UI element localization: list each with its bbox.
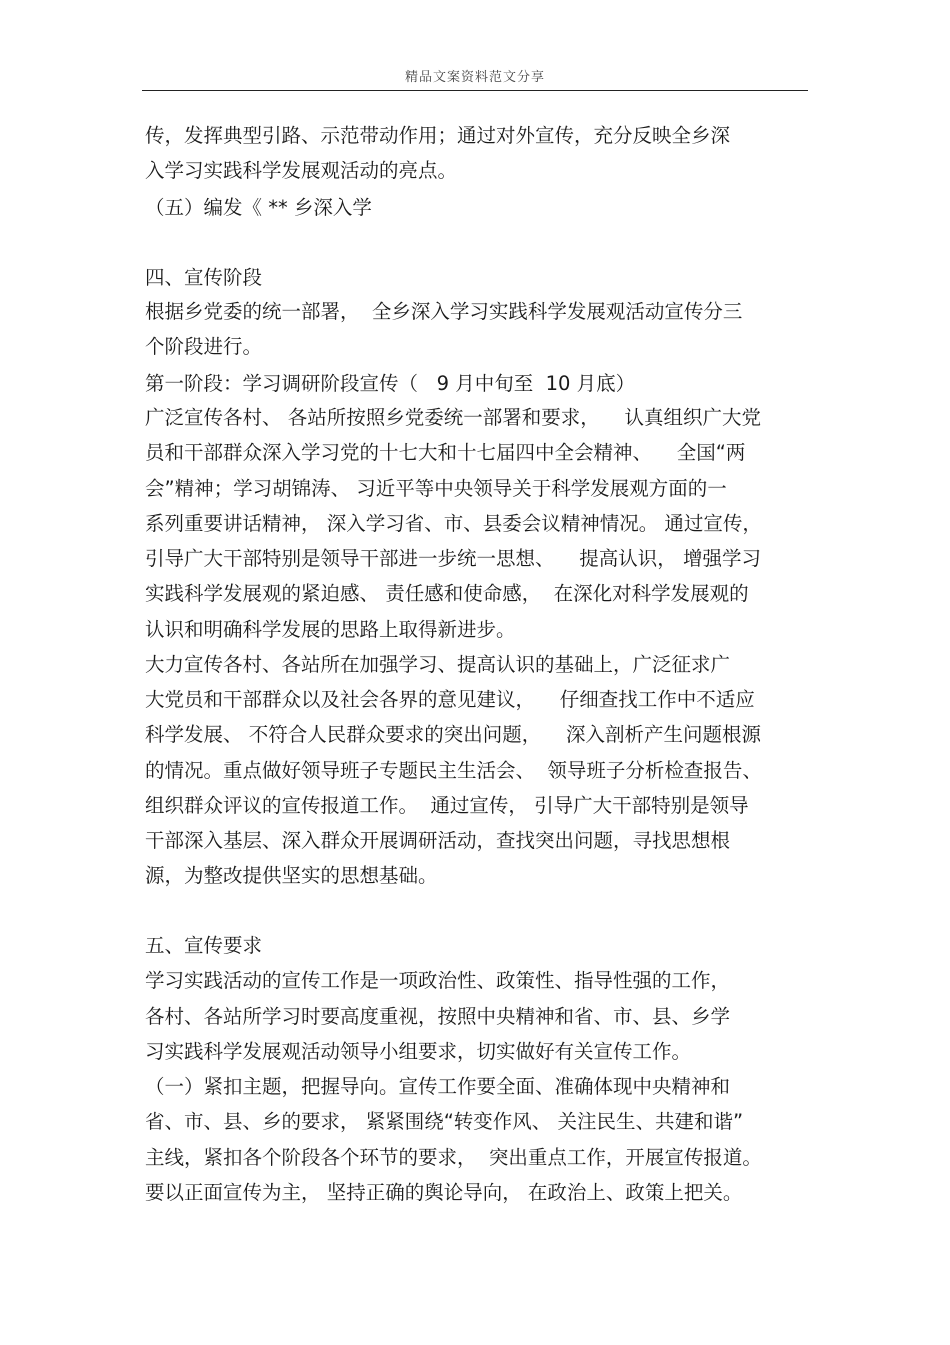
- text-line: 入学习实践科学发展观活动的亮点。: [145, 159, 458, 182]
- text-line: 系列重要讲话精神， 深入学习省、市、县委会议精神情况。 通过宣传，: [145, 512, 762, 535]
- text-line: （一）紧扣主题，把握导向。宣传工作要全面、准确体现中央精神和: [145, 1075, 731, 1098]
- text-line: 个阶段进行。: [145, 335, 263, 358]
- text-line: 的情况。重点做好领导班子专题民主生活会、 领导班子分析检查报告、: [145, 759, 762, 782]
- text-line: 大力宣传各村、各站所在加强学习、提高认识的基础上，广泛征求广: [145, 653, 731, 676]
- text-line: 广泛宣传各村、 各站所按照乡党委统一部署和要求， 认真组织广大党: [145, 406, 761, 429]
- text-line: 要以正面宣传为主， 坚持正确的舆论导向， 在政治上、政策上把关。: [145, 1181, 743, 1204]
- text-line: 根据乡党委的统一部署， 全乡深入学习实践科学发展观活动宣传分三: [145, 300, 743, 323]
- text-line: 引导广大干部特别是领导干部进一步统一思想、 提高认识， 增强学习: [145, 547, 761, 570]
- text-line: 源，为整改提供坚实的思想基础。: [145, 864, 438, 887]
- text-line: 学习实践活动的宣传工作是一项政治性、政策性、指导性强的工作，: [145, 969, 731, 992]
- text-line: 大党员和干部群众以及社会各界的意见建议， 仔细查找工作中不适应: [145, 688, 755, 711]
- text-line: 各村、各站所学习时要高度重视，按照中央精神和省、市、县、乡学: [145, 1005, 731, 1028]
- text-line: 科学发展、 不符合人民群众要求的突出问题， 深入剖析产生问题根源: [145, 723, 761, 746]
- text-line: 省、市、县、乡的要求， 紧紧围绕“转变作风、 关注民生、共建和谐”: [145, 1110, 744, 1133]
- text-line: 干部深入基层、深入群众开展调研活动，查找突出问题，寻找思想根: [145, 829, 731, 852]
- text-line: 传，发挥典型引路、示范带动作用；通过对外宣传，充分反映全乡深: [145, 124, 731, 147]
- text-line: 认识和明确科学发展的思路上取得新进步。: [145, 618, 516, 641]
- text-line: 实践科学发展观的紧迫感、 责任感和使命感， 在深化对科学发展观的: [145, 582, 749, 605]
- text-line: 主线，紧扣各个阶段各个环节的要求， 突出重点工作，开展宣传报道。: [145, 1146, 762, 1169]
- section-heading: 四、宣传阶段: [145, 266, 263, 289]
- section-heading: 五、宣传要求: [145, 934, 263, 957]
- text-line: （五）编发《 ** 乡深入学: [145, 196, 372, 219]
- text-line: 习实践科学发展观活动领导小组要求，切实做好有关宣传工作。: [145, 1040, 692, 1063]
- text-line: 组织群众评议的宣传报道工作。 通过宣传， 引导广大干部特别是领导: [145, 794, 749, 817]
- page-header: 精品文案资料范文分享: [404, 70, 545, 85]
- text-line: 员和干部群众深入学习党的十七大和十七届四中全会精神、 全国“两: [145, 441, 746, 464]
- text-line: 第一阶段：学习调研阶段宣传（ 9 月中旬至 10 月底）: [145, 372, 636, 395]
- text-line: 会”精神；学习胡锦涛、 习近平等中央领导关于科学发展观方面的一: [145, 477, 727, 500]
- header-rule: [142, 90, 808, 91]
